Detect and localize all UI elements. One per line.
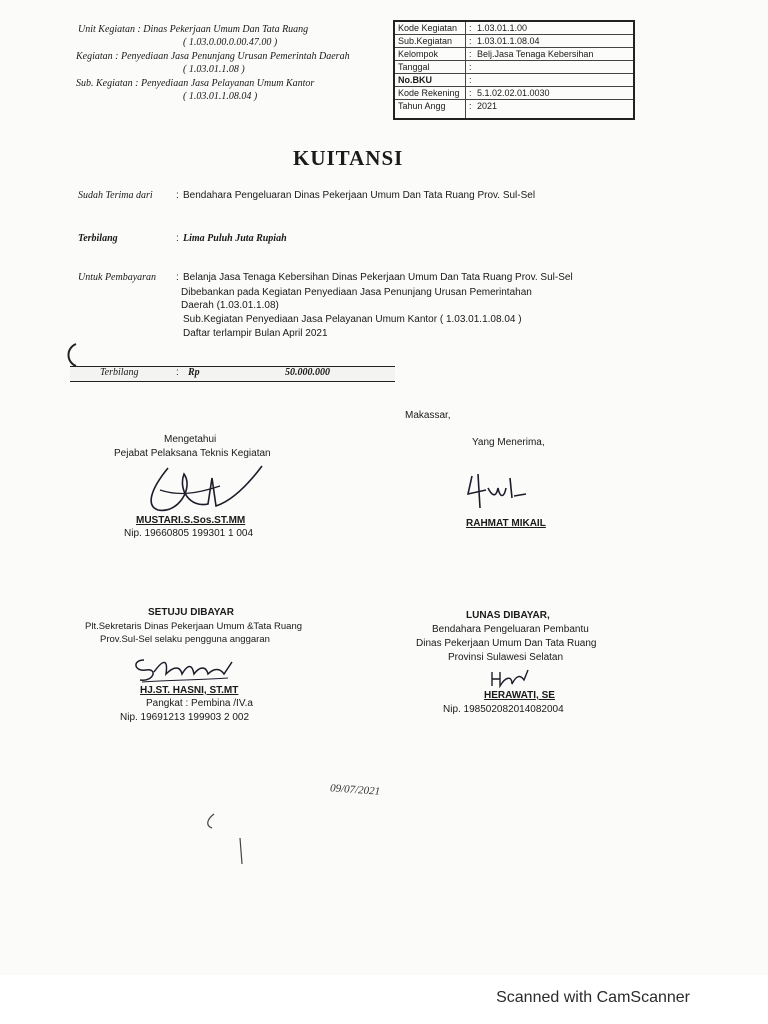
signature-hasni <box>128 650 248 686</box>
amount-bar-currency: Rp <box>188 367 200 378</box>
sub-activity-code: ( 1.03.01.1.08.04 ) <box>183 91 258 102</box>
code-row <box>395 61 633 74</box>
code-colon: : <box>469 101 472 111</box>
code-colon: : <box>469 88 472 98</box>
known-by-name: MUSTARI.S.Sos.ST.MM <box>136 515 246 526</box>
amount-bar-label: Terbilang <box>100 367 139 378</box>
code-key: Kode Rekening <box>398 88 460 98</box>
code-colon: : <box>469 23 472 33</box>
code-row <box>395 22 633 35</box>
amount-bar-amount: 50.000.000 <box>285 367 330 378</box>
receiver-title: Yang Menerima, <box>472 437 545 448</box>
activity-line: Kegiatan : Penyediaan Jasa Penunjang Urusan Pemerintah Daerah <box>76 51 350 62</box>
approved-rank: Pangkat : Pembina /IV.a <box>146 698 253 709</box>
code-value: 1.03.01.1.00 <box>477 23 528 33</box>
signature-rahmat <box>462 468 532 512</box>
payment-for-sep: : <box>176 272 179 283</box>
code-value: 5.1.02.02.01.0030 <box>477 88 550 98</box>
known-by-title: Mengetahui <box>164 434 217 445</box>
amount-bar-sep: : <box>176 367 179 378</box>
receiver-name: RAHMAT MIKAIL <box>466 518 546 529</box>
code-key: No.BKU <box>398 75 432 85</box>
amount-words-value: Lima Puluh Juta Rupiah <box>183 233 287 244</box>
received-from-value: Bendahara Pengeluaran Dinas Pekerjaan Umum Dan Tata Ruang Prov. Sul-Sel <box>183 190 536 201</box>
code-key: Tahun Angg <box>398 101 446 111</box>
known-by-role: Pejabat Pelaksana Teknis Kegiatan <box>114 448 271 459</box>
code-colon: : <box>469 75 472 85</box>
received-from-label: Sudah Terima dari <box>78 190 153 201</box>
code-row <box>395 48 633 61</box>
code-key: Kode Kegiatan <box>398 23 458 33</box>
paid-role-line: Bendahara Pengeluaran Pembantu <box>432 624 589 635</box>
approved-id: Nip. 19691213 199903 2 002 <box>120 712 250 723</box>
approved-role-line: Prov.Sul-Sel selaku pengguna anggaran <box>100 634 270 645</box>
code-row <box>395 35 633 48</box>
payment-line: Daftar terlampir Bulan April 2021 <box>183 328 328 339</box>
scanner-watermark: Scanned with CamScanner <box>496 989 690 1006</box>
receipt-title: KUITANSI <box>293 146 404 170</box>
known-by-id: Nip. 19660805 199301 1 004 <box>124 528 254 539</box>
received-from-sep: : <box>176 190 179 201</box>
code-colon: : <box>469 62 472 72</box>
activity-code: ( 1.03.01.1.08 ) <box>183 64 245 75</box>
amount-bar <box>70 366 395 382</box>
unit-activity-code: ( 1.03.0.00.0.00.47.00 ) <box>183 37 278 48</box>
payment-line: Belanja Jasa Tenaga Kebersihan Dinas Pekerjaan Umum Dan Tata Ruang Prov. Sul-Sel <box>183 272 573 283</box>
code-value: Belj.Jasa Tenaga Kebersihan <box>477 49 594 59</box>
place-label: Makassar, <box>405 410 451 421</box>
signature-herawati <box>486 666 534 692</box>
code-value: 1.03.01.1.08.04 <box>477 36 540 46</box>
paid-title: LUNAS DIBAYAR, <box>466 610 550 621</box>
paid-role-line: Dinas Pekerjaan Umum Dan Tata Ruang <box>416 638 597 649</box>
paid-name: HERAWATI, SE <box>484 690 555 701</box>
code-row <box>395 74 633 87</box>
scan-mark <box>62 340 82 370</box>
approved-title: SETUJU DIBAYAR <box>148 607 234 618</box>
approved-name: HJ.ST. HASNI, ST.MT <box>140 685 239 696</box>
paid-id: Nip. 198502082014082004 <box>443 704 564 715</box>
payment-line: Dibebankan pada Kegiatan Penyediaan Jasa Penunjang Urusan Pemerintahan <box>181 287 532 298</box>
payment-line: Daerah (1.03.01.1.08) <box>181 300 279 311</box>
approved-role-line: Plt.Sekretaris Dinas Pekerjaan Umum &Tata Ruang <box>85 621 303 632</box>
amount-words-sep: : <box>176 233 179 244</box>
handwritten-date: 09/07/2021 <box>329 782 381 798</box>
code-value: 2021 <box>477 101 498 111</box>
code-row <box>395 87 633 100</box>
payment-for-label: Untuk Pembayaran <box>78 272 157 283</box>
code-key: Kelompok <box>398 49 439 59</box>
signature-mustari <box>138 460 278 522</box>
paid-role-line: Provinsi Sulawesi Selatan <box>448 652 564 663</box>
scan-mark <box>200 808 250 868</box>
sub-activity-line: Sub. Kegiatan : Penyediaan Jasa Pelayanan Umum Kantor <box>76 78 315 89</box>
code-colon: : <box>469 49 472 59</box>
code-box <box>393 20 635 120</box>
code-key: Tanggal <box>398 62 430 72</box>
unit-activity-line: Unit Kegiatan : Dinas Pekerjaan Umum Dan Tata Ruang <box>78 24 309 35</box>
payment-line: Sub.Kegiatan Penyediaan Jasa Pelayanan Umum Kantor ( 1.03.01.1.08.04 ) <box>183 314 522 325</box>
code-colon: : <box>469 36 472 46</box>
amount-words-label: Terbilang <box>78 233 118 244</box>
code-key: Sub.Kegiatan <box>398 36 453 46</box>
code-row <box>395 100 633 112</box>
